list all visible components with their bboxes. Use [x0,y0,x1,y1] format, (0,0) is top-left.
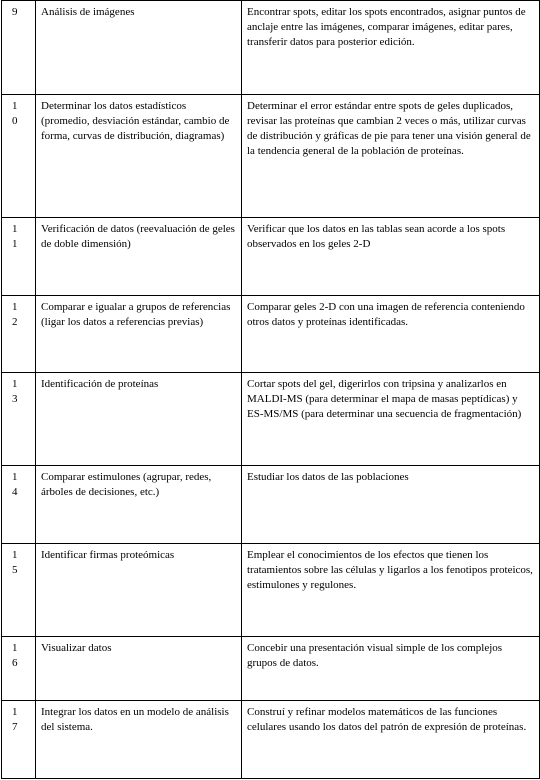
table-row [2,701,540,779]
step-task: Integrar los datos en un modelo de análisis del sistema. [36,701,242,779]
step-number: 1 7 [2,701,36,779]
step-description: Cortar spots del gel, digerirlos con tripsina y analizarlos en MALDI-MS (para determinar el mapa de masas peptídicas) y ES-MS/MS (para determinar una secuencia de fragmentación) [242,373,540,466]
table-row [2,466,540,544]
step-number: 1 2 [2,296,36,373]
step-task: Análisis de imágenes [36,1,242,95]
step-number: 1 1 [2,218,36,296]
step-task: Determinar los datos estadísticos (promedio, desviación estándar, cambio de forma, curvas de distribución, diagramas) [36,95,242,218]
step-description: Concebir una presentación visual simple de los complejos grupos de datos. [242,637,540,701]
step-number: 1 3 [2,373,36,466]
step-number: 1 0 [2,95,36,218]
step-description: Determinar el error estándar entre spots de geles duplicados, revisar las proteínas que cambian 2 veces o más, utilizar curvas de distribución y gráficas de pie para tener una visión general de la tendencia general de la población de proteínas. [242,95,540,218]
step-description: Encontrar spots, editar los spots encontrados, asignar puntos de anclaje entre las imágenes, comparar imágenes, editar pares, transferir datos para posterior edición. [242,1,540,95]
step-description: Emplear el conocimientos de los efectos que tienen los tratamientos sobre las células y ligarlos a los fenotipos proteicos, estimulones y regulones. [242,544,540,637]
table-row [2,373,540,466]
step-description: Construí y refinar modelos matemáticos de las funciones celulares usando los datos del patrón de expresión de proteínas. [242,701,540,779]
table-row [2,218,540,296]
step-task: Verificación de datos (reevaluación de geles de doble dimensión) [36,218,242,296]
table-row [2,544,540,637]
step-description: Comparar geles 2-D con una imagen de referencia conteniendo otros datos y proteínas identificadas. [242,296,540,373]
table-row [2,296,540,373]
step-description: Estudiar los datos de las poblaciones [242,466,540,544]
step-task: Visualizar datos [36,637,242,701]
step-task: Comparar estimulones (agrupar, redes, árboles de decisiones, etc.) [36,466,242,544]
step-number: 9 [2,1,36,95]
table-row [2,637,540,701]
step-number: 1 5 [2,544,36,637]
table-row [2,95,540,218]
step-description: Verificar que los datos en las tablas sean acorde a los spots observados en los geles 2-D [242,218,540,296]
step-number: 1 6 [2,637,36,701]
step-number: 1 4 [2,466,36,544]
step-task: Identificar firmas proteómicas [36,544,242,637]
table-row [2,1,540,95]
step-task: Identificación de proteínas [36,373,242,466]
workflow-table [1,0,540,779]
step-task: Comparar e igualar a grupos de referencias (ligar los datos a referencias previas) [36,296,242,373]
